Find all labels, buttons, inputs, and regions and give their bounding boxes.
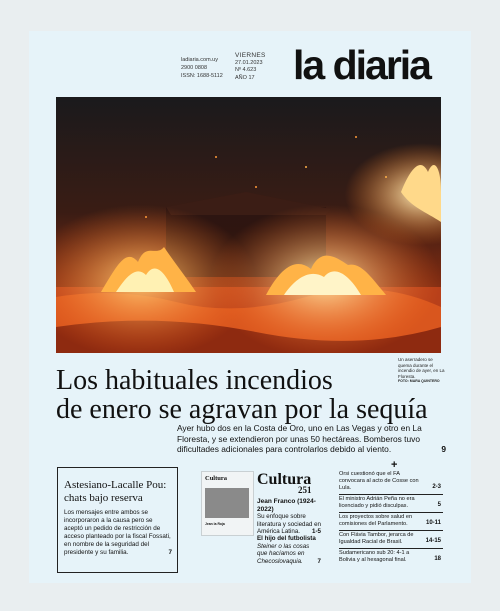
- news-index: [339, 470, 443, 566]
- hijo-text: Steiner o las cosas que hacíamos en Checoslovaquia.: [257, 542, 310, 565]
- phone: 2900 0808: [181, 65, 207, 71]
- index-text: Orsi cuestionó que el FA convocara al acto de Cosse con Lula.: [339, 471, 419, 491]
- issn: ISSN: 1688-5112: [181, 73, 223, 79]
- index-page: 5: [437, 502, 441, 508]
- jean-franco-item[interactable]: [257, 498, 321, 536]
- culture-section[interactable]: [197, 469, 321, 569]
- politics-page: 7: [168, 549, 172, 556]
- culture-number: 251: [298, 485, 312, 495]
- headline-line-1: Los habituales incendios: [56, 365, 333, 396]
- politics-box[interactable]: [57, 467, 178, 573]
- index-item[interactable]: [339, 531, 443, 549]
- politics-body: [64, 509, 172, 557]
- lead-page: 9: [441, 444, 446, 455]
- politics-title: Astesiano-Lacalle Pou: chats bajo reserva: [64, 479, 167, 504]
- index-text: Con Flávia Tambor, jerarca de Igualdad Racial de Brasil.: [339, 532, 414, 545]
- website: ladiaria.com.uy: [181, 57, 218, 63]
- thumb-title: Cultura: [205, 475, 228, 482]
- issue-day: VIERNES: [235, 52, 266, 59]
- hijo-page: 7: [317, 557, 321, 565]
- masthead-issue: [235, 52, 266, 82]
- index-text: Sudamericano sub 20: 4-1 a Bolivia y al hexagonal final.: [339, 550, 410, 563]
- plus-icon: +: [391, 459, 398, 471]
- jf-page: 1-5: [312, 528, 321, 535]
- index-item[interactable]: [339, 549, 443, 566]
- hijo-futbolista-item[interactable]: [257, 535, 321, 565]
- index-item[interactable]: [339, 513, 443, 531]
- index-text: Los proyectos sobre salud en comisiones del Parlamento.: [339, 514, 413, 527]
- jf-text: Su enfoque sobre literatura y sociedad en América Latina.: [257, 513, 321, 535]
- index-page: 18: [434, 556, 441, 562]
- issue-year: AÑO 17: [235, 74, 255, 81]
- masthead-contact: [181, 56, 223, 80]
- caption-text: Un aserradero se quema durante el incendio de ayer, en La Floresta.: [398, 357, 445, 379]
- index-page: 10-11: [425, 520, 441, 526]
- index-item[interactable]: [339, 470, 443, 495]
- main-headline[interactable]: [56, 366, 456, 424]
- jf-title: Jean Franco (1924-2022): [257, 498, 316, 513]
- index-page: 2-3: [432, 484, 441, 490]
- newspaper-logo: la diaria: [293, 42, 430, 88]
- index-text: El ministro Adrián Peña no era licenciado y pidió disculpas.: [339, 496, 415, 509]
- culture-thumbnail: [201, 471, 254, 536]
- index-item[interactable]: [339, 495, 443, 513]
- issue-number: Nº 4.623: [235, 67, 257, 73]
- photo-credit: FOTO: MARA QUINTERO: [398, 379, 440, 383]
- index-page: 14-15: [425, 538, 441, 544]
- thumb-portrait: [205, 488, 249, 518]
- politics-text: Los mensajes entre ambos se incorporaron a la causa pero se aceptó un pedido de restricción de acceso planteado por la fiscal Fossati, en nombre de la seguridad del presidente y su familia.: [64, 509, 171, 556]
- thumb-caption: Jean la Roja: [205, 522, 225, 526]
- headline-line-2: de enero se agravan por la sequía: [56, 394, 428, 425]
- fire-photo: [56, 97, 441, 353]
- lead-text: Ayer hubo dos en la Costa de Oro, uno en Las Vegas y otro en La Floresta, y se extendieron por unas 50 hectáreas. Bomberos tuvo dificultades adicionales para controlarlos debido al viento.: [177, 423, 422, 455]
- hijo-title: El hijo del futbolista: [257, 535, 316, 542]
- culture-heading: Cultura: [257, 471, 312, 488]
- main-lead: [177, 423, 446, 455]
- issue-date: 27.01.2023: [235, 59, 263, 66]
